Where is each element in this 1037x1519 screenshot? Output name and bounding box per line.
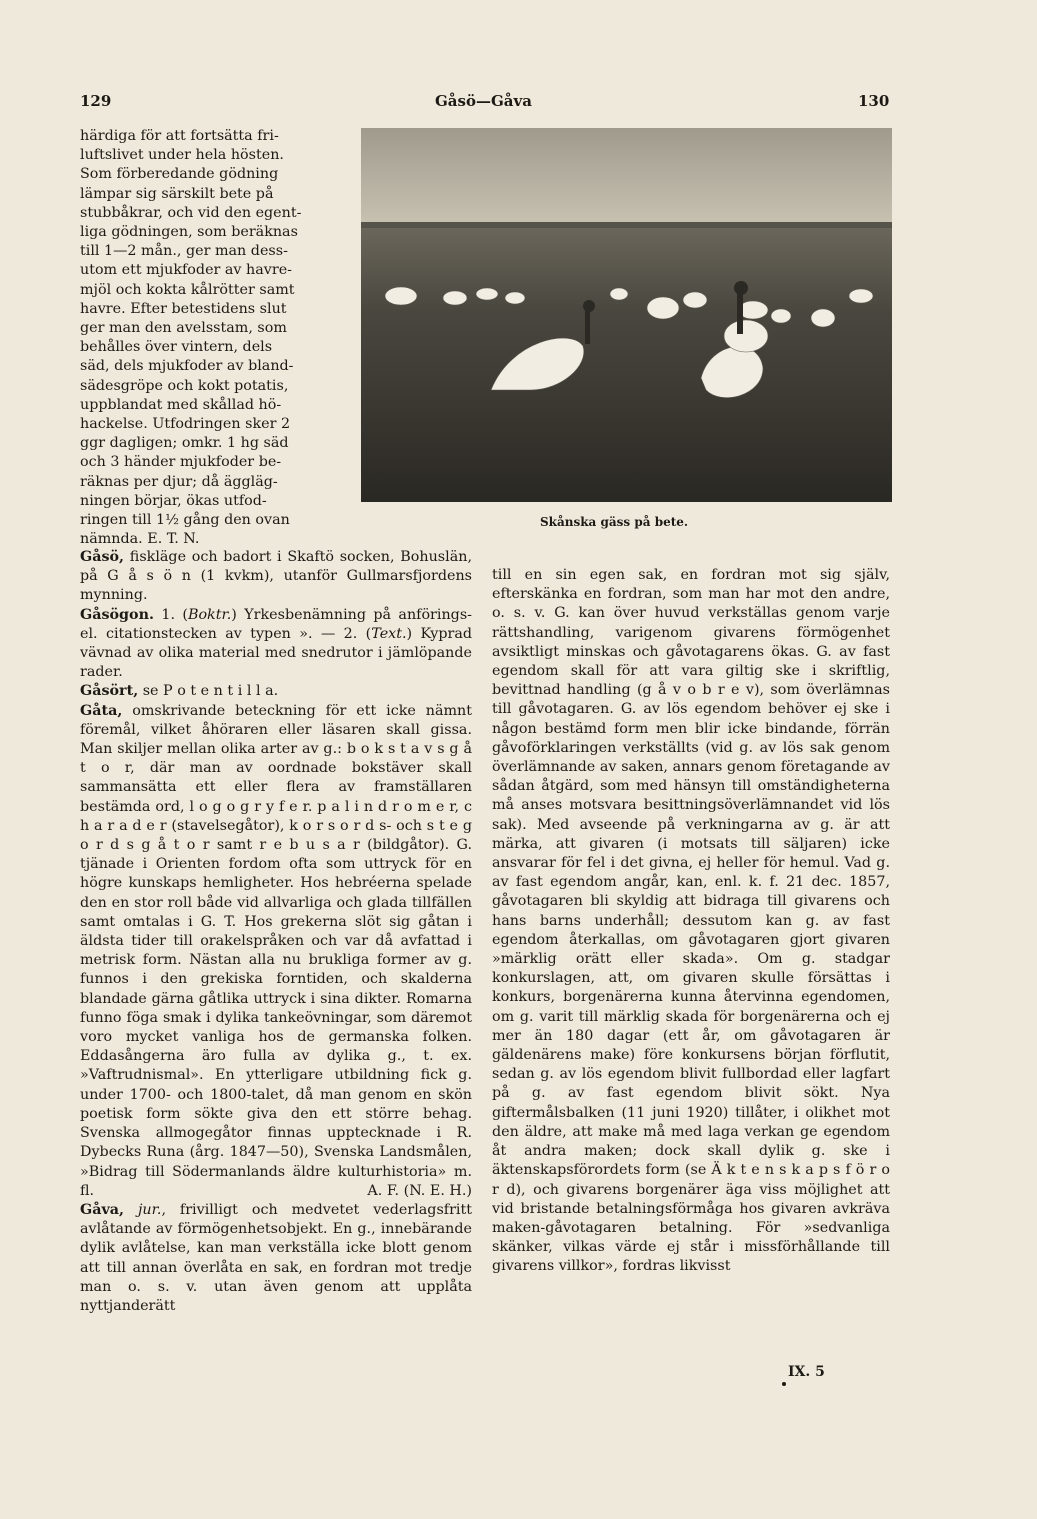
signature-mark: IX. 5	[788, 1364, 825, 1380]
page-number-right: 130	[858, 92, 890, 110]
text-line: utom ett mjukfoder av havre-	[80, 262, 292, 279]
running-title: Gåsö—Gåva	[435, 92, 532, 110]
text-line: och 3 händer mjukfoder be-	[80, 454, 282, 471]
geese-photo	[361, 128, 892, 502]
left-column-bottom	[80, 548, 472, 1316]
entry-gata: Gåta, omskrivande beteckning för ett icke nämnt föremål, vilket åhöraren eller läsaren skall gissa. Man skiljer mellan olika arter av g.: b o k s t a v s g å t o r, där man av oordnade bokstäver skall sammansätta ett eller flera av framställaren bestämda ord, l o g o g r y f e r. p a l i n d r o m e r, c h a r a d e r (stavelsegåtor), k o r s o r d s- och s t e g o r d s g å t o r samt r e b u s a r (bildgåtor). G. tjänade i Orienten fordom ofta som uttryck för en högre kunskaps hemligheter. Hos hebréerna spelade den en stor roll både vid allvarliga och glada tillfällen samt omtalas i G. T. Hos grekerna slöt sig gåtan i äldsta tider till orakelspråken och var då avfattad i metrisk form. Nästan alla nu brukliga former av g. funnos i den grekiska forntiden, och skalderna blandade gärna gåtlika uttryck i sina dikter. Romarna funno föga smak i dylika tankeövningar, som däremot voro mycket vanliga hos de germanska folken. Eddasångerna äro fulla av dylika g., t. ex. »Vaftrudnismal». En ytterligare utbildning fick g. under 1700- och 1800-talet, då man genom en skön poetisk form sökte giva den ett större behag. Svenska allmogegåtor finnas upptecknade i R. Dybecks Runa (årg. 1847—50), Svenska Landsmålen, »Bidrag till Södermanlands äldre kulturhistoria» m. fl. A. F. (N. E. H.)	[80, 702, 472, 1201]
text-line: stubbåkrar, och vid den egent-	[80, 204, 302, 221]
text-line: sädesgröpe och kokt potatis,	[80, 377, 289, 394]
entry-gasogon: Gåsögon. 1. (Boktr.) Yrkesbenämning på anförings- el. citationstecken av typen ». — 2. (Text.) Kyprad vävnad av olika material med snedrutor i jämlöpande rader.	[80, 606, 472, 681]
text-line: ggr dagligen; omkr. 1 hg säd	[80, 435, 289, 452]
text-line: hackelse. Utfodringen sker 2	[80, 416, 291, 433]
text-line: luftslivet under hela hösten.	[80, 147, 284, 164]
entry-gaso: Gåsö, fiskläge och badort i Skaftö socken, Bohuslän, på G å s ö n (1 kvkm), utanför Gullmarsfjordens mynning.	[80, 549, 472, 604]
photo-caption: Skånska gäss på bete.	[540, 515, 689, 529]
text-line: nämnda. E. T. N.	[80, 531, 200, 548]
text-line: ger man den avelsstam, som	[80, 320, 287, 337]
page-number-left: 129	[80, 92, 112, 110]
entry-gava: Gåva, jur., frivilligt och medvetet vederlagsfritt avlåtande av förmögenhetsobjekt. En g., innebärande dylik avlåtelse, kan man verkställa icke blott genom att till annan överlåta en sak, en fordran mot tredje man o. s. v. utan även genom att upplåta nyttjanderätt	[80, 1201, 472, 1314]
text-line: till 1—2 mån., ger man dess-	[80, 243, 288, 260]
text-line: ringen till 1½ gång den ovan	[80, 512, 290, 529]
text-line: härdiga för att fortsätta fri-	[80, 128, 279, 144]
left-column-top	[80, 127, 342, 549]
right-column-text: till en sin egen sak, en fordran mot sig själv, efterskänka en fordran, som man har mot den andre, o. s. v. G. kan över huvud verkställas genom varje rättshandling, varigenom givarens förmögenhet avsiktligt minskas och gåvotagarens ökas. G. av fast egendom skall för att vara giltig ske i skriftlig, bevittnad handling (g å v o b r e v), som överlämnas till gåvotagaren. G. av lös egendom behöver ej ske i någon bestämd form men blir icke bindande, förrän gåvoförklaringen verkställts (vid g. av lös sak genom överlämnande av saken, annars genom företagande av sådan åtgärd, som med hänsyn till omständigheterna må anses motsvara besittningsöverlämnandet vid lös sak). Med avseende på verkningarna av g. är att märka, att givaren (i motsats till säljaren) icke ansvarar för fel i det givna, ej heller för hemul. Vad g. av fast egendom angår, kan, enl. k. f. 21 dec. 1857, gåvotagaren bli skyldig att bidraga till givarens och hans barns underhåll; dessutom kan g. av fast egendom återkallas, om gåvotagaren gjort givaren »märklig orätt eller skada». Om g. stadgar konkurslagen, att, om givaren skulle försättas i konkurs, borgenärerna kunna återvinna egendomen, om g. varit till märklig skada för borgenärerna och ej mer än 180 dagar (ett år, om gåvotagaren är gäldenärens make) före konkursens början förflutit, sedan g. av lös egendom blivit fullbordad eller lagfart på g. av fast egendom blivit sökt. Nya giftermålsbalken (11 juni 1920) tillåter, i olikhet mot den äldre, att make må med laga verkan ge egendom åt andra maken; dock skall dylik g. ske i äktenskapsförordets form (se Ä k t e n s k a p s f ö r o r d), och givarens borgenärer äga viss möjlighet att vid bristande betalningsförmåga hos givaren avkräva maken-gåvotagaren betalning. För »sedvanliga skänker, vilkas värde ej står i missförhållande till givarens villkor», fordras likvisst	[492, 567, 890, 1275]
text-line: Som förberedande gödning	[80, 166, 279, 183]
text-line: behålles över vintern, dels	[80, 339, 273, 356]
text-line: uppblandat med skållad hö-	[80, 396, 282, 413]
gata-signature: A. F. (N. E. H.)	[367, 1182, 472, 1199]
right-column	[492, 566, 890, 1277]
text-line: havre. Efter betestidens slut	[80, 300, 287, 317]
printer-dot	[782, 1382, 786, 1386]
photo-illustration	[361, 128, 892, 502]
text-line: lämpar sig särskilt bete på	[80, 185, 274, 202]
text-line: säd, dels mjukfoder av bland-	[80, 358, 294, 375]
text-line: mjöl och kokta kålrötter samt	[80, 281, 295, 298]
entry-gasort: Gåsört, se P o t e n t i l l a.	[80, 683, 279, 700]
text-line: liga gödningen, som beräknas	[80, 224, 298, 241]
text-line: ningen börjar, ökas utfod-	[80, 492, 267, 509]
text-line: räknas per djur; då äggläg-	[80, 473, 278, 490]
